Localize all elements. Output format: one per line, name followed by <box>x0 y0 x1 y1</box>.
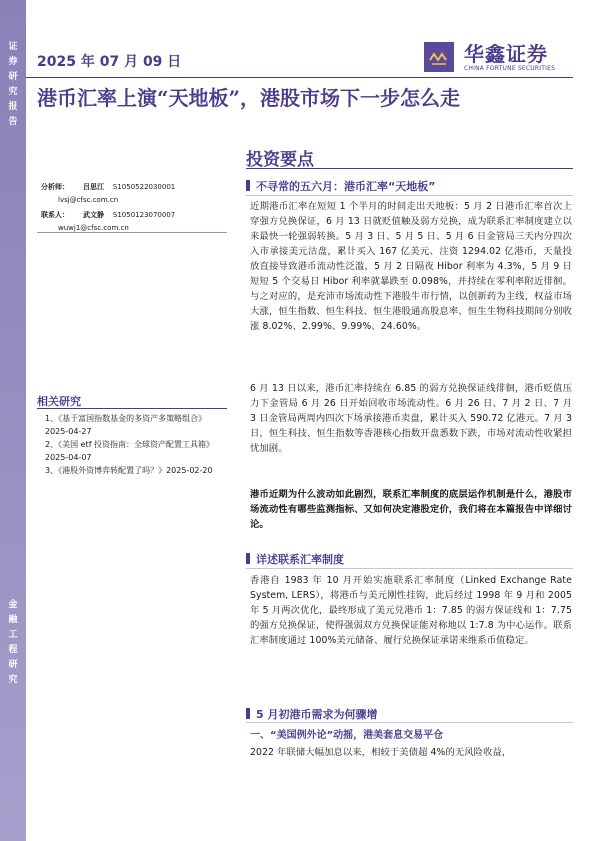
body-paragraph-emphasis: 港币近期为什么波动如此剧烈，联系汇率制度的底层运作机制是什么，港股市场流动性有哪些监测指标、又如何决定港股定价，我们将在本篇报告中详细讨论。 <box>250 489 572 530</box>
sidebar-band <box>0 0 26 841</box>
logo-chinese-name: 华鑫证券 <box>464 42 548 66</box>
body-paragraph: 近期港币汇率在短短 1 个半月的时间走出天地板：5 月 2 日港币汇率首次上穿强方兑换保证，6 月 13 日就贬值触及弱方兑换，成为联系汇率制度建立以来最快一轮强弱转换。5 月 3 日、5 月 5 日、5 月 6 日金管局三天内分四次入市承接美元沽盘，累计买入 167 亿美元、注资 1294.02 亿港币，天量投放直接导致港币流动性泛滥，5 月 2 日隔夜 Hibor 利率为 4.3%，5 月 9 日短短 5 个交易日 Hibor 利率就暴跌至 0.098%，并持续在零利率附近徘徊。与之对应的，是充沛市场流动性下港股牛市行情，以创新药为主线，权益市场大涨，恒生指数、恒生科技、恒生港股通高股息率、恒生生物科技期间分别收涨 8.02%、2.99%、9.99%、24.60%。 <box>250 201 572 332</box>
body-paragraph: 6 月 13 日以来，港币汇率持续在 6.85 的弱方兑换保证线徘徊，港币贬值压力下金管局 6 月 26 日开始回收市场流动性。6 月 26 日、7 月 2 日、7 月 3 日金管局两周内四次下场承接港币卖盘，累计买入 590.72 亿港元。7 月 3 日，恒生科技、恒生指数等香港核心指数开盘悉数下跌，市场对流动性收紧担忧加剧。 <box>250 383 572 454</box>
subsection-heading: 5 月初港币需求为何骤增 <box>246 706 377 722</box>
analyst-divider <box>37 232 227 233</box>
company-logo <box>424 40 574 76</box>
subsection-divider <box>246 195 573 196</box>
sidebar-bottom-label: 金 融 工 程 研 究 <box>8 600 18 685</box>
related-research-list <box>45 412 225 477</box>
contact-email[interactable]: wuwj1@cfsc.com.cn <box>58 224 129 232</box>
logo-english-name: CHINA FORTUNE SECURITIES <box>464 65 556 72</box>
related-item[interactable]: 2、《美国 etf 投资指南：全球资产配置工具箱》2025-04-07 <box>45 440 215 462</box>
subsection-divider <box>246 722 573 723</box>
minor-heading: 一、“美国例外论”动摇，港美套息交易平仓 <box>250 730 444 741</box>
contact-row: 联系人： 武文静 S1050123070007 <box>41 211 176 219</box>
section-divider <box>246 168 573 169</box>
analyst-email[interactable]: lvsj@cfsc.com.cn <box>58 196 119 204</box>
body-paragraph: 香港自 1983 年 10 月开始实施联系汇率制度（Linked Exchange Rate System, LERS），将港币与美元刚性挂钩，此后经过 1998 年 9 月和 2005 年 5 月两次优化，最终形成了美元兑港币 1：7.85 的弱方保证线和 1：7.75 的强方兑换保证，使得强弱双方兑换保证能对称地以 1:7.8 为中心运作。联系汇率制度通过 100%美元储备、履行兑换保证承诺来维系币值稳定。 <box>250 575 572 646</box>
related-item[interactable]: 1、《基于富国指数基金的多资产多策略组合》2025-04-27 <box>45 414 207 436</box>
related-item[interactable]: 3、《港股外资博弈转配置了吗？》2025-02-20 <box>45 466 213 475</box>
body-paragraph: 2022 年联储大幅加息以来，相较于美债超 4%的无风险收益， <box>250 747 512 758</box>
related-divider <box>37 408 227 409</box>
section-heading: 投资要点 <box>246 150 314 170</box>
related-research-title: 相关研究 <box>37 395 81 408</box>
header-divider <box>26 77 573 78</box>
subsection-heading: 详述联系汇率制度 <box>246 551 344 567</box>
logo-mark-icon <box>424 42 454 72</box>
analyst-row: 分析师： 吕思江 S1050522030001 <box>41 183 176 191</box>
report-title: 港币汇率上演“天地板”，港股市场下一步怎么走 <box>37 86 461 110</box>
report-date: 2025 年 07 月 09 日 <box>37 54 182 70</box>
subsection-divider <box>246 568 573 569</box>
sidebar-top-label: 证 券 研 究 报 告 <box>8 42 18 127</box>
subsection-heading: 不寻常的五六月：港币汇率“天地板” <box>246 178 435 194</box>
